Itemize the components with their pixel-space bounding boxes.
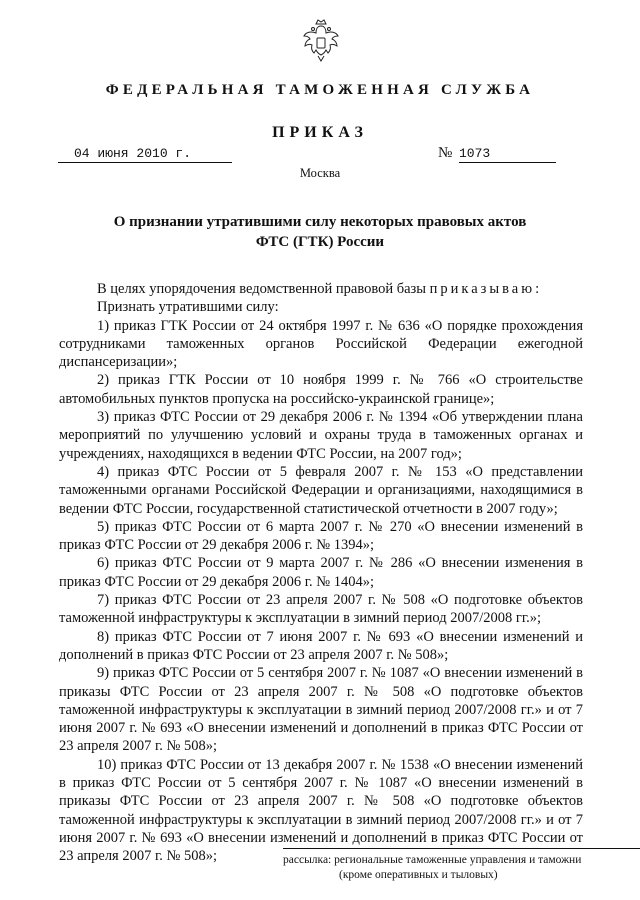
mailing-list [283,848,640,883]
order-number-sign: № [438,145,453,161]
order-date: 04 июня 2010 г. [58,146,232,163]
list-item: 9) приказ ФТС России от 5 сентября 2007 г. № 1087 «О внесении изменений в приказы ФТС России от 23 апреля 2007 г. № 508 «О подготовке объектов таможенной инфраструктуры к эксплуатации в зимний период 2007/2008 гг.» и от 7 июня 2007 г. № 693 «О внесении изменений и дополнений в приказ ФТС России от 23 апреля 2007 г. № 508»; [59,665,583,755]
agency-name: ФЕДЕРАЛЬНАЯ ТАМОЖЕННАЯ СЛУЖБА [105,82,535,98]
mailing-line-2: (кроме оперативных и тыловых) [339,869,498,881]
list-item: 7) приказ ФТС России от 23 апреля 2007 г. № 508 «О подготовке объектов таможенной инфраструктуры к эксплуатации в зимний период 2007/2008 гг.»; [59,592,583,627]
list-item: 3) приказ ФТС России от 29 декабря 2006 г. № 1394 «Об утверждении плана мероприятий по улучшению условий и охраны труда в таможенных органах и учреждениях, находящихся в ведении ФТС России, на 2007 год»; [59,409,583,462]
list-item: 5) приказ ФТС России от 6 марта 2007 г. № 270 «О внесении изменений в приказ ФТС России от 29 декабря 2006 г. № 1394»; [59,518,583,554]
issue-city: Москва [299,166,341,180]
recognize-paragraph: Признать утратившими силу: [97,299,279,316]
order-body [59,280,583,866]
list-item: 2) приказ ГТК России от 10 ноября 1999 г. № 766 «О строительстве автомобильных пунктов пропуска на российско-украинской границе»; [59,372,583,407]
list-item: 8) приказ ФТС России от 7 июня 2007 г. № 693 «О внесении изменений и дополнений в приказ ФТС России от 23 апреля 2007 г. № 508»; [59,628,583,663]
subject-line-2: ФТС (ГТК) России [255,234,385,250]
list-item: 6) приказ ФТС России от 9 марта 2007 г. № 286 «О внесении изменения в приказ ФТС России от 29 декабря 2006 г. № 1404»; [59,555,583,590]
list-item: 1) приказ ГТК России от 24 октября 1997 г. № 636 «О порядке прохождения сотрудниками таможенных органов Российской Федерации ежегодной диспансеризации»; [59,317,583,371]
list-item: 4) приказ ФТС России от 5 февраля 2007 г. № 153 «О представлении таможенными органами Российской Федерации и организациями, находящимися в ведении ФТС России, государственной статистической отчетности в 2007 году»; [59,463,583,517]
intro-paragraph [59,280,583,298]
list-item: 10) приказ ФТС России от 13 декабря 2007 г. № 1538 «О внесении изменений в приказ ФТС России от 5 сентября 2007 г. № 1087 «О внесении изменений в приказы ФТС России от 23 апреля 2007 г. № 508 «О подготовке объектов таможенной инфраструктуры к эксплуатации в зимний период 2007/2008 гг.» и от 7 июня 2007 г. № 693 «О внесении изменений и дополнений в приказ ФТС России от 23 апреля 2007 г. № 508»; [59,756,583,865]
coat-of-arms-icon [302,18,340,64]
intro-verb: приказываю: [429,281,543,297]
order-subject [60,212,580,252]
order-number: 1073 [459,146,556,163]
order-title: ПРИКАЗ [272,124,368,141]
mailing-line-1: рассылка: региональные таможенные управления и таможни [283,854,582,866]
subject-line-1: О признании утратившими силу некоторых правовых актов [113,214,527,230]
intro-text: В целях упорядочения ведомственной правовой базы [97,281,427,297]
